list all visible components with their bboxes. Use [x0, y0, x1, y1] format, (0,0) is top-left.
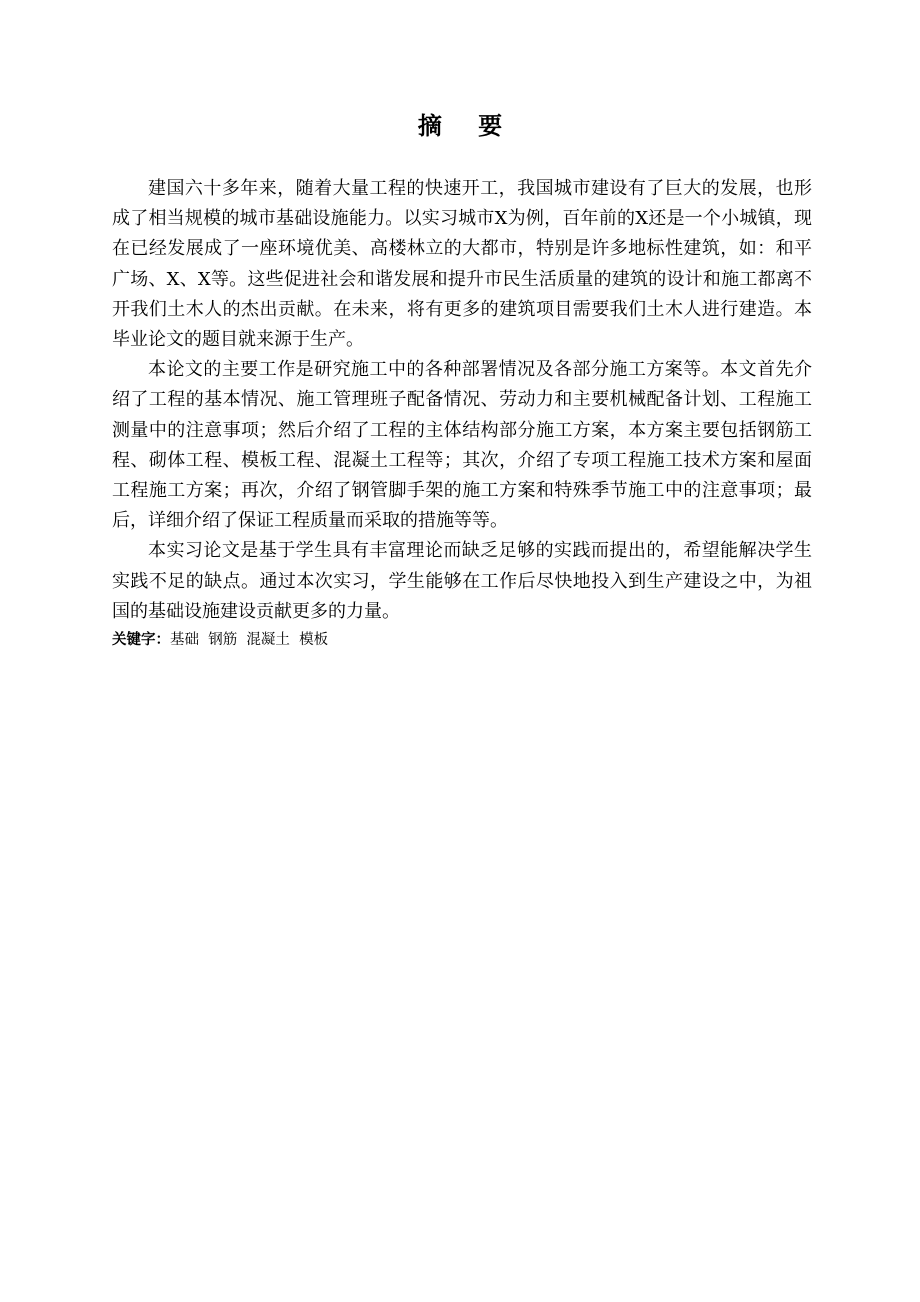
keywords-line: [112, 629, 812, 651]
abstract-paragraph-3: 本实习论文是基于学生具有丰富理论而缺乏足够的实践而提出的，希望能解决学生实践不足的缺点。通过本次实习，学生能够在工作后尽快地投入到生产建设之中，为祖国的基础设施建设贡献更多的力量。: [112, 540, 812, 622]
keywords-label: 关键字：: [112, 632, 170, 649]
abstract-body: [112, 174, 812, 651]
abstract-paragraph-2: 本论文的主要工作是研究施工中的各种部署情况及各部分施工方案等。本文首先介绍了工程的基本情况、施工管理班子配备情况、劳动力和主要机械配备计划、工程施工测量中的注意事项；然后介绍了工程的主体结构部分施工方案，本方案主要包括钢筋工程、砌体工程、模板工程、混凝土工程等；其次，介绍了专项工程施工技术方案和屋面工程施工方案；再次，介绍了钢管脚手架的施工方案和特殊季节施工中的注意事项；最后，详细介绍了保证工程质量而采取的措施等等。: [112, 359, 812, 532]
page-title: 摘 要: [417, 112, 517, 140]
keywords-list: 基础 钢筋 混凝土 模板: [170, 632, 329, 649]
abstract-paragraph-1: 建国六十多年来，随着大量工程的快速开工，我国城市建设有了巨大的发展，也形成了相当规模的城市基础设施能力。以实习城市X为例，百年前的X还是一个小城镇，现在已经发展成了一座环境优美、高楼林立的大都市，特别是许多地标性建筑，如：和平广场、X、X等。这些促进社会和谐发展和提升市民生活质量的建筑的设计和施工都离不开我们土木人的杰出贡献。在未来，将有更多的建筑项目需要我们土木人进行建造。本毕业论文的题目就来源于生产。: [112, 178, 812, 351]
